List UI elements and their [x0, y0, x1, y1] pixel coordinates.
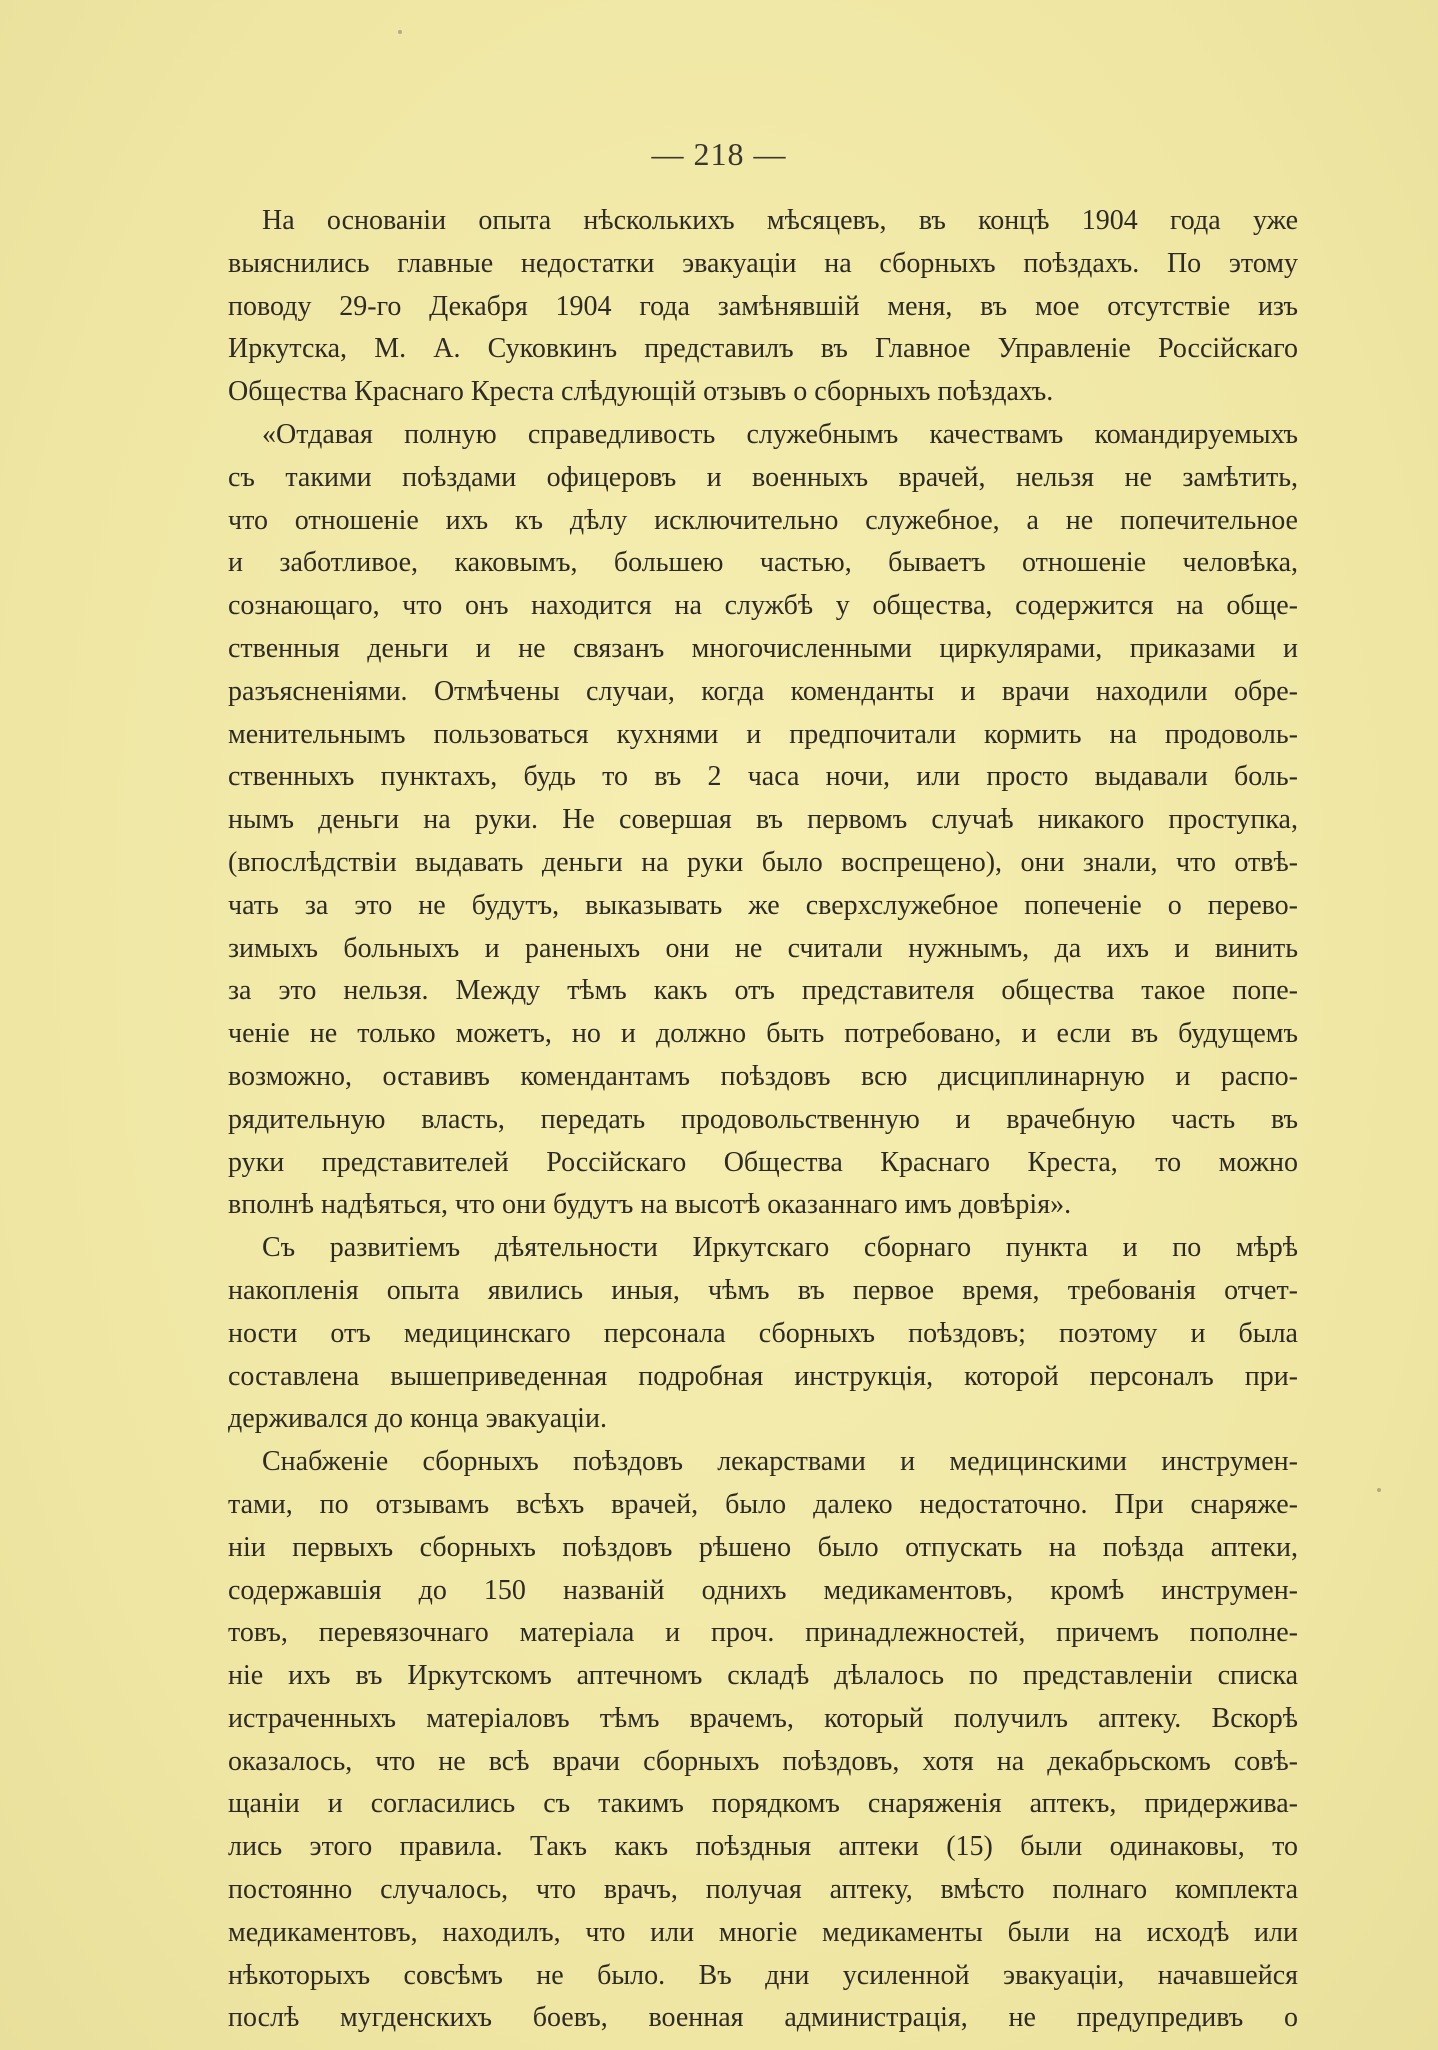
text-line: лись этого правила. Такъ какъ поѣздныя аптеки (15) были одинаковы, то [228, 1831, 1298, 1863]
text-line: товъ, перевязочнаго матеріала и проч. принадлежностей, причемъ пополне- [228, 1617, 1298, 1649]
text-line: оказалось, что не всѣ врачи сборныхъ поѣздовъ, хотя на декабрьскомъ совѣ- [228, 1745, 1298, 1777]
text-line: поводу 29-го Декабря 1904 года замѣнявшій меня, въ мое отсутствіе изъ [228, 290, 1298, 322]
ink-speck [1377, 1488, 1381, 1492]
text-line: сознающаго, что онъ находится на службѣ у общества, содержится на обще- [228, 590, 1298, 622]
text-line: разъясненіями. Отмѣчены случаи, когда коменданты и врачи находили обре- [228, 675, 1298, 707]
text-line: руки представителей Россійскаго Общества Краснаго Креста, то можно [228, 1146, 1298, 1178]
text-line: вполнѣ надѣяться, что они будутъ на высотѣ оказаннаго имъ довѣрія». [228, 1189, 1072, 1221]
text-line: что отношеніе ихъ къ дѣлу исключительно служебное, а не попечительное [228, 504, 1298, 536]
page-number: — 218 — [651, 136, 787, 172]
text-line: составлена вышеприведенная подробная инструкція, которой персоналъ при- [228, 1360, 1298, 1392]
text-line: Общества Краснаго Креста слѣдующій отзывъ о сборныхъ поѣздахъ. [228, 376, 1054, 408]
text-line: послѣ мугденскихъ боевъ, военная администрація, не предупредивъ о [228, 2002, 1298, 2034]
text-line: истраченныхъ матеріаловъ тѣмъ врачемъ, который получилъ аптеку. Вскорѣ [228, 1702, 1298, 1734]
paragraph [228, 1227, 1298, 1441]
text-line: возможно, оставивъ комендантамъ поѣздовъ всю дисциплинарную и распо- [228, 1060, 1298, 1092]
paragraph [228, 414, 1298, 1227]
text-line: Иркутска, М. А. Суковкинъ представилъ въ Главное Управленіе Россійскаго [228, 333, 1298, 365]
text-line: медикаментовъ, находилъ, что или многіе медикаменты были на исходѣ или [228, 1916, 1298, 1948]
text-line: ственныхъ пунктахъ, будь то въ 2 часа ночи, или просто выдавали боль- [228, 761, 1298, 793]
text-line: накопленія опыта явились иныя, чѣмъ въ первое время, требованія отчет- [228, 1274, 1298, 1306]
body-text [228, 200, 1298, 2040]
text-line: рядительную власть, передать продовольственную и врачебную часть въ [228, 1103, 1298, 1135]
text-line: съ такими поѣздами офицеровъ и военныхъ врачей, нельзя не замѣтить, [228, 461, 1298, 493]
text-line: постоянно случалось, что врачъ, получая аптеку, вмѣсто полнаго комплекта [228, 1874, 1298, 1906]
text-line: и заботливое, каковымъ, большею частью, бываетъ отношеніе человѣка, [228, 547, 1298, 579]
text-line: ности отъ медицинскаго персонала сборныхъ поѣздовъ; поэтому и была [228, 1317, 1298, 1349]
text-line: «Отдавая полную справедливость служебнымъ качествамъ командируемыхъ [262, 418, 1298, 450]
text-line: ніи первыхъ сборныхъ поѣздовъ рѣшено было отпускать на поѣзда аптеки, [228, 1531, 1298, 1563]
text-line: чать за это не будутъ, выказывать же сверхслужебное попеченіе о перево- [228, 889, 1298, 921]
text-line: Съ развитіемъ дѣятельности Иркутскаго сборнаго пункта и по мѣрѣ [262, 1232, 1298, 1264]
text-line: нѣкоторыхъ совсѣмъ не было. Въ дни усиленной эвакуаціи, начавшейся [228, 1959, 1298, 1991]
text-line: менительнымъ пользоваться кухнями и предпочитали кормить на продоволь- [228, 718, 1298, 750]
text-line: за это нельзя. Между тѣмъ какъ отъ представителя общества такое попе- [228, 975, 1298, 1007]
text-line: ственныя деньги и не связанъ многочисленными циркулярами, приказами и [228, 632, 1298, 664]
text-line: щаніи и согласились съ такимъ порядкомъ снаряженія аптекъ, придержива- [228, 1788, 1298, 1820]
text-line: Снабженіе сборныхъ поѣздовъ лекарствами и медицинскими инструмен- [262, 1446, 1298, 1478]
text-line: На основаніи опыта нѣсколькихъ мѣсяцевъ, въ концѣ 1904 года уже [262, 205, 1298, 236]
ink-speck [398, 30, 402, 34]
text-line: содержавшія до 150 названій однихъ медикаментовъ, кромѣ инструмен- [228, 1574, 1298, 1606]
text-line: ченіе не только можетъ, но и должно быть потребовано, и если въ будущемъ [228, 1018, 1298, 1050]
text-line: выяснились главные недостатки эвакуаціи на сборныхъ поѣздахъ. По этому [228, 247, 1298, 279]
paragraph [228, 1441, 1298, 2040]
text-line: зимыхъ больныхъ и раненыхъ они не считали нужнымъ, да ихъ и винить [228, 932, 1298, 964]
text-line: тами, по отзывамъ всѣхъ врачей, было далеко недостаточно. При снаряже- [228, 1488, 1298, 1520]
text-line: (впослѣдствіи выдавать деньги на руки было воспрещено), они знали, что отвѣ- [228, 846, 1298, 878]
text-line: ніе ихъ въ Иркутскомъ аптечномъ складѣ дѣлалось по представленіи списка [228, 1660, 1298, 1692]
text-line: нымъ деньги на руки. Не совершая въ первомъ случаѣ никакого проступка, [228, 804, 1298, 836]
text-line: держивался до конца эвакуаціи. [228, 1403, 607, 1435]
paragraph [228, 200, 1298, 414]
